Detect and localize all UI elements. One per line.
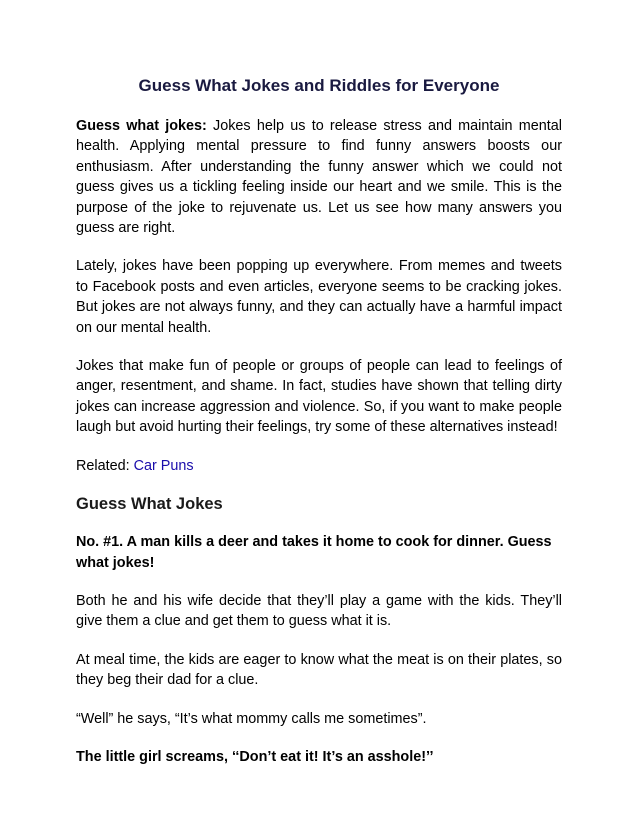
joke-1-question: No. #1. A man kills a deer and takes it home to cook for dinner. Guess what jokes!	[76, 534, 552, 571]
page-title: Guess What Jokes and Riddles for Everyone	[138, 76, 500, 95]
section-heading: Guess What Jokes	[76, 495, 223, 514]
paragraph-lately: Lately, jokes have been popping up everywhere. From memes and tweets to Facebook posts and even articles, everyone seems to be cracking jokes. But jokes are not always funny, and they can actually have a harmful impact on our mental health.	[76, 258, 562, 336]
related-label: Related:	[76, 457, 134, 474]
related-line	[76, 456, 562, 476]
article-body	[76, 116, 562, 785]
joke-1-body-1: Both he and his wife decide that they’ll play a game with the kids. They’ll give them a clue and get them to guess what it is.	[76, 592, 562, 630]
paragraph-jokes-harm: Jokes that make fun of people or groups of people can lead to feelings of anger, resentment, and shame. In fact, studies have shown that telling dirty jokes can increase aggression and violence. So, if you want to make people laugh but avoid hurting their feelings, try some of these alternatives instead!	[76, 358, 562, 436]
joke-1-body-2: At meal time, the kids are eager to know what the meat is on their plates, so they beg their dad for a clue.	[76, 651, 562, 689]
joke-1-body-3: “Well” he says, “It’s what mommy calls me sometimes”.	[76, 710, 427, 727]
joke-1-punchline: The little girl screams, ‘‘Don’t eat it! It’s an asshole!’’	[76, 748, 434, 765]
car-puns-link[interactable]: Car Puns	[133, 457, 194, 474]
intro-lead: Guess what jokes:	[76, 118, 207, 134]
intro-paragraph	[76, 116, 562, 238]
intro-text: Jokes help us to release stress and maintain mental health. Applying mental pressure to find funny answers boosts our enthusiasm. After understanding the funny answer which we could not guess gives us a tickling feeling inside our heart and we smile. This is the purpose of the joke to rejuvenate us. Let us see how many answers you guess are right.	[76, 118, 562, 237]
